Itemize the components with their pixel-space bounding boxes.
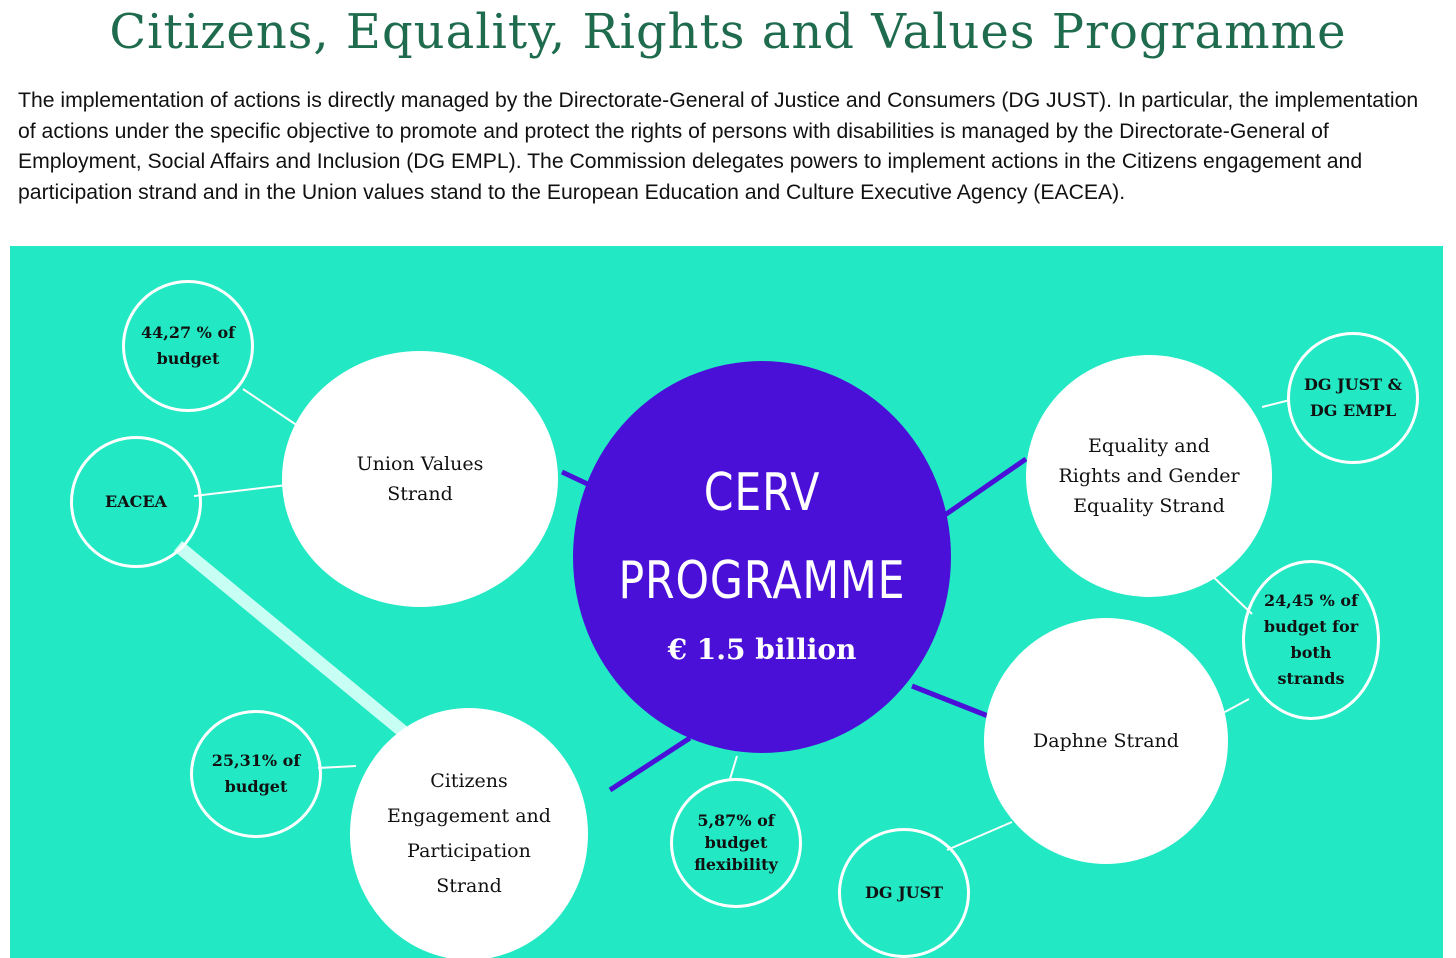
equality-daphne-budget-label: 24,45 % of budget for both strands	[1263, 591, 1359, 688]
union-values-strand-label: Union Values Strand	[356, 453, 484, 505]
cerv-programme-center	[573, 361, 951, 753]
daphne-strand	[984, 618, 1228, 864]
daphne-strand-label: Daphne Strand	[1033, 730, 1179, 752]
center-budget-amount: € 1.5 billion	[667, 632, 857, 666]
dg-just-empl-ring	[1287, 332, 1419, 464]
connector-dg-just-empl	[1262, 400, 1290, 407]
connector-eacea-union	[194, 485, 287, 496]
equality-strand	[1026, 355, 1272, 597]
citizens-strand	[350, 708, 588, 958]
connector-flexibility	[730, 756, 737, 779]
union-values-strand	[282, 351, 558, 607]
connector-citizens-budget	[318, 766, 356, 768]
flexibility-ring	[670, 778, 802, 908]
center-title-line1: CERV	[703, 462, 821, 523]
equality-strand-label: Equality and Rights and Gender Equality Strand	[1058, 435, 1240, 517]
citizens-budget-label: 25,31% of budget	[211, 751, 301, 796]
page-title: Citizens, Equality, Rights and Values Programme	[109, 4, 1347, 60]
center-title-line2: PROGRAMME	[618, 550, 906, 611]
connector-dg-just	[947, 822, 1012, 850]
eacea-label: EACEA	[105, 492, 167, 511]
citizens-strand-label: Citizens Engagement and Participation Strand	[387, 770, 551, 897]
union-budget-label: 44,27 % of budget	[141, 323, 235, 368]
connector-center-citizens	[610, 738, 690, 790]
union-budget-ring	[122, 280, 254, 412]
eacea-ring	[70, 436, 202, 568]
dg-just-empl-label: DG JUST & DG EMPL	[1303, 375, 1403, 420]
cerv-diagram	[10, 246, 1443, 958]
flexibility-label: 5,87% of budget flexibility	[694, 811, 778, 874]
connector-center-daphne	[912, 686, 988, 716]
intro-paragraph: The implementation of actions is directly managed by the Directorate-General of Justice and Consumers (DG JUST). In particular, the implementation of actions under the specific objective to promote and protect the rights of persons with disabilities is managed by the Directorate-General of Employment, Social Affairs and Inclusion (DG EMPL). The Commission delegates powers to implement actions in the Citizens engagement and participation strand and in the Union values stand to the European Education and Culture Executive Agency (EACEA).	[18, 89, 1419, 204]
citizens-budget-ring	[190, 710, 322, 838]
dg-just-ring	[838, 828, 970, 958]
connector-union-budget	[243, 389, 298, 426]
equality-daphne-budget-ring	[1242, 560, 1380, 720]
connector-center-equality	[942, 459, 1026, 517]
connector-daphne-budget	[1223, 699, 1249, 713]
dg-just-label: DG JUST	[864, 883, 944, 902]
